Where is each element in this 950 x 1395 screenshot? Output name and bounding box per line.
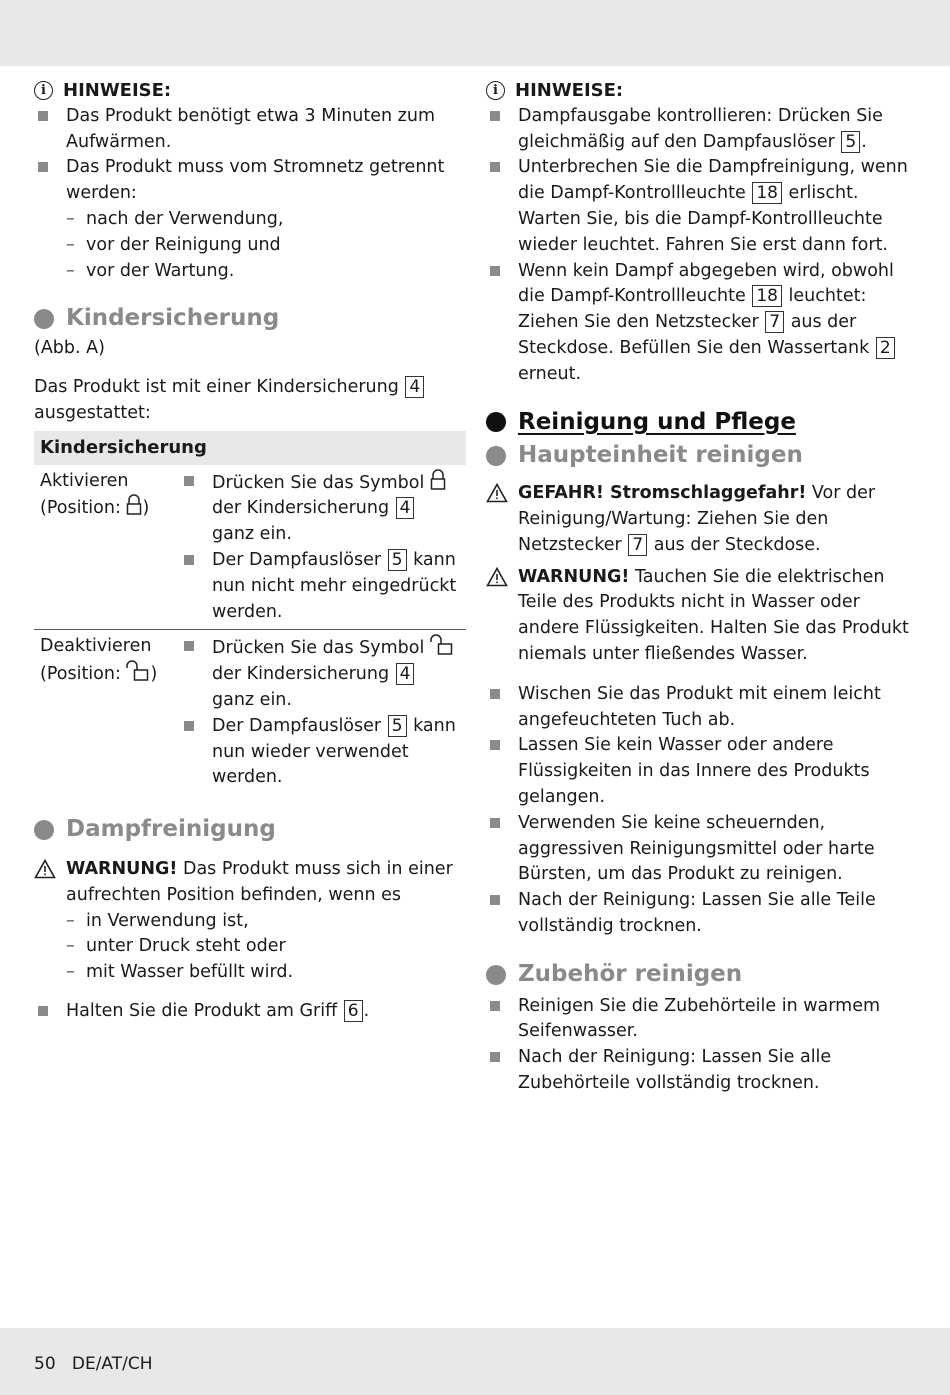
sub-item: – nach der Verwendung,: [66, 207, 466, 233]
dampfreinigung-heading: Dampfreinigung: [34, 817, 466, 843]
haupt-list: [486, 682, 918, 940]
note-list: [486, 104, 918, 388]
table-row: [34, 630, 466, 795]
bullet-dot-icon: [486, 412, 506, 432]
note-heading: i HINWEISE:: [486, 78, 918, 104]
part-number: 7: [765, 311, 784, 333]
position-label: (Position: ): [40, 660, 168, 688]
list-item: Drücken Sie das Symbol der Kindersicherung 4 ganz ein.: [180, 634, 460, 713]
zubehoer-list: [486, 994, 918, 1097]
sub-item: – in Verwendung ist,: [66, 909, 466, 935]
position-label: (Position: ): [40, 494, 168, 522]
sub-list: [66, 909, 466, 986]
list-item: Dampfausgabe kontrollieren: Drücken Sie gleichmäßig auf den Dampfauslöser 5 .: [486, 104, 918, 156]
page-number: 50: [34, 1354, 56, 1374]
zubehoer-heading: Zubehör reinigen: [486, 962, 918, 988]
table-header: Kindersicherung: [34, 431, 466, 465]
part-number: 7: [628, 534, 647, 556]
part-number: 4: [396, 497, 415, 519]
right-column: [486, 78, 918, 1097]
part-number: 18: [752, 182, 782, 204]
lock-open-icon: [430, 634, 454, 656]
list-item: Lassen Sie kein Wasser oder andere Flüssigkeiten in das Innere des Produkts gelangen.: [486, 733, 918, 810]
kindersicherung-heading: Kindersicherung: [34, 306, 466, 332]
info-icon: i: [486, 81, 505, 100]
list-item: Nach der Reinigung: Lassen Sie alle Teile vollständig trocknen.: [486, 888, 918, 940]
row-list: [180, 634, 460, 791]
list-item: Der Dampfauslöser 5 kann nun wieder verwendet werden.: [180, 714, 460, 791]
list-item: Drücken Sie das Symbol der Kindersicherung 4 ganz ein.: [180, 469, 460, 548]
left-column: [34, 78, 466, 1025]
row-content: [174, 465, 466, 630]
sub-item: – unter Druck steht oder: [66, 934, 466, 960]
bullet-dot-icon: [34, 820, 54, 840]
list-item: Wischen Sie das Produkt mit einem leicht angefeuchteten Tuch ab.: [486, 682, 918, 734]
sub-list: [66, 207, 466, 284]
part-number: 5: [388, 549, 407, 571]
griff-list: [34, 999, 466, 1025]
list-item: Verwenden Sie keine scheuernden, aggressiven Reinigungsmittel oder harte Bürsten, um das Produkt zu reinigen.: [486, 811, 918, 888]
part-number: 5: [388, 715, 407, 737]
region-label: DE/AT/CH: [71, 1354, 153, 1374]
part-number: 2: [876, 337, 895, 359]
lock-open-icon: [126, 660, 150, 682]
lock-closed-icon: [430, 469, 446, 491]
row-label: Deaktivieren (Position: ): [34, 630, 174, 795]
list-item: Wenn kein Dampf abgegeben wird, obwohl die Dampf-Kontrollleuchte 18 leuchtet: Ziehen Sie den Netzstecker 7 aus der Steckdose. Befüllen Sie den Wassertank 2 erneut.: [486, 259, 918, 388]
page-footer: [34, 1354, 153, 1374]
kinder-intro: Das Produkt ist mit einer Kindersicherung 4 ausgestattet:: [34, 375, 466, 427]
row-content: [174, 630, 466, 795]
part-number: 5: [841, 131, 860, 153]
warning-icon: [486, 567, 508, 587]
list-item: Das Produkt benötigt etwa 3 Minuten zum Aufwärmen.: [34, 104, 466, 156]
list-item: Nach der Reinigung: Lassen Sie alle Zubehörteile vollständig trocknen.: [486, 1045, 918, 1097]
bullet-dot-icon: [486, 965, 506, 985]
list-item: Unterbrechen Sie die Dampfreinigung, wenn die Dampf-Kontrollleuchte 18 erlischt. Warten Sie, bis die Dampf-Kontrollleuchte wieder leuchtet. Fahren Sie erst dann fort.: [486, 155, 918, 258]
table-row: [34, 465, 466, 630]
row-list: [180, 469, 460, 626]
bullet-dot-icon: [34, 309, 54, 329]
danger-block: GEFAHR! Stromschlaggefahr! Vor der Reinigung/Wartung: Ziehen Sie den Netzstecker 7 aus der Steckdose.: [486, 481, 918, 558]
sub-item: – mit Wasser befüllt wird.: [66, 960, 466, 986]
note-heading: i HINWEISE:: [34, 78, 466, 104]
haupteinheit-heading: Haupteinheit reinigen: [486, 443, 918, 469]
list-item: Reinigen Sie die Zubehörteile in warmem Seifenwasser.: [486, 994, 918, 1046]
part-number: 6: [344, 1000, 363, 1022]
info-icon: i: [34, 81, 53, 100]
part-number: 4: [405, 376, 424, 398]
warning-icon: [34, 859, 56, 879]
part-number: 4: [396, 663, 415, 685]
kindersicherung-table: [34, 431, 466, 796]
sub-item: – vor der Reinigung und: [66, 233, 466, 259]
list-item: Der Dampfauslöser 5 kann nun nicht mehr eingedrückt werden.: [180, 548, 460, 625]
lock-closed-icon: [126, 494, 142, 516]
bullet-dot-icon: [486, 446, 506, 466]
note-list: [34, 104, 466, 285]
warning-icon: [486, 483, 508, 503]
row-label: Aktivieren (Position: ): [34, 465, 174, 630]
header-bar: [0, 0, 950, 66]
list-item: Halten Sie die Produkt am Griff 6 .: [34, 999, 466, 1025]
part-number: 18: [752, 285, 782, 307]
reinigung-pflege-heading: Reinigung und Pflege: [486, 410, 918, 436]
warning-block: WARNUNG! Das Produkt muss sich in einer aufrechten Position befinden, wenn es – in Verwendung ist, – unter Druck steht oder – mit Wasser befüllt wird.: [34, 857, 466, 986]
sub-item: – vor der Wartung.: [66, 259, 466, 285]
figure-reference: (Abb. A): [34, 338, 105, 359]
list-item: Das Produkt muss vom Stromnetz getrennt werden: – nach der Verwendung, – vor der Reinigung und – vor der Wartung.: [34, 155, 466, 284]
warning-block: WARNUNG! Tauchen Sie die elektrischen Teile des Produkts nicht in Wasser oder andere Flüssigkeiten. Halten Sie das Produkt niemals unter fließendes Wasser.: [486, 565, 918, 668]
